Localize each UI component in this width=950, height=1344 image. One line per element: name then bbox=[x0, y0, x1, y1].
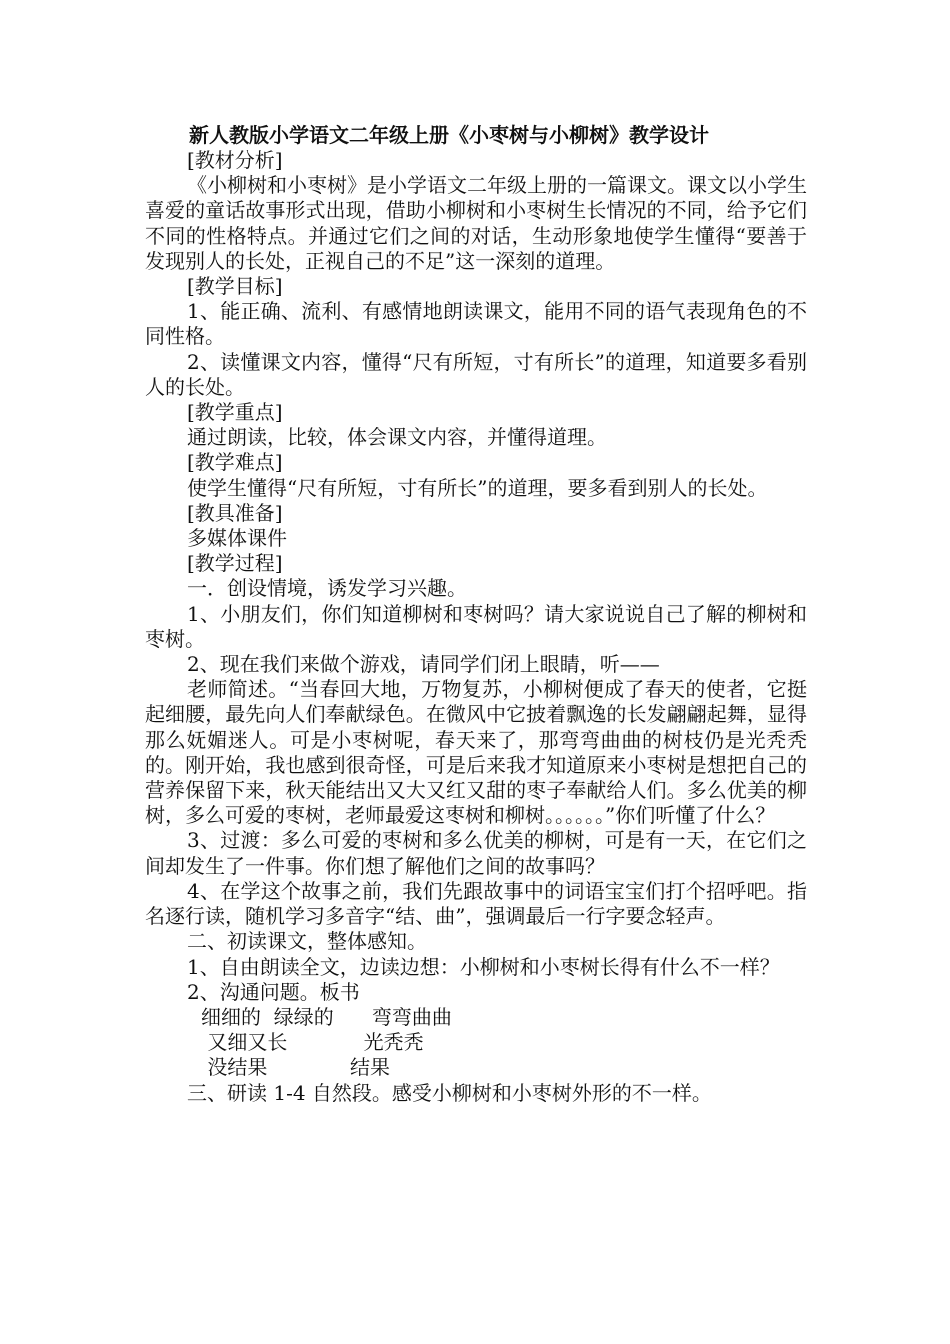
paragraph-step-1-item-1: 1、小朋友们，你们知道柳树和枣树吗？请大家说说自己了解的柳树和枣树。 bbox=[145, 601, 807, 651]
paragraph-difficulties: 使学生懂得“尺有所短，寸有所长”的道理，要多看到别人的长处。 bbox=[187, 475, 768, 500]
paragraph-step-2: 二、初读课文，整体感知。 bbox=[187, 929, 427, 954]
document-title: 新人教版小学语文二年级上册《小枣树与小柳树》教学设计 bbox=[189, 123, 709, 147]
paragraph-materials: 多媒体课件 bbox=[187, 526, 287, 551]
board-line-1: 细细的 绿绿的 弯弯曲曲 bbox=[201, 1004, 452, 1029]
board-line-2: 又细又长 光秃秃 bbox=[201, 1030, 424, 1055]
paragraph-textbook-analysis: 《小柳树和小枣树》是小学语文二年级上册的一篇课文。课文以小学生喜爱的童话故事形式出现，借助小柳树和小枣树生长情况的不同，给予它们不同的性格特点。并通过它们之间的对话，生动形象地使学生懂得“要善于发现别人的长处，正视自己的不足”这一深刻的道理。 bbox=[145, 173, 807, 273]
paragraph-goal-1: 1、能正确、流利、有感情地朗读课文，能用不同的语气表现角色的不同性格。 bbox=[145, 299, 807, 349]
paragraph-step-1-item-3: 3、过渡：多么可爱的枣树和多么优美的柳树，可是有一天，在它们之间却发生了一件事。你们想了解他们之间的故事吗？ bbox=[145, 828, 807, 878]
paragraph-step-3: 三、研读 1-4 自然段。感受小柳树和小枣树外形的不一样。 bbox=[187, 1080, 712, 1105]
document-body bbox=[145, 122, 807, 1106]
paragraph-key-points: 通过朗读，比较，体会课文内容，并懂得道理。 bbox=[187, 425, 607, 450]
paragraph-teacher-narration: 老师简述。“当春回大地，万物复苏，小柳树便成了春天的使者，它挺起细腰，最先向人们奉献绿色。在微风中它披着飘逸的长发翩翩起舞，显得那么妩媚迷人。可是小枣树呢，春天来了，那弯弯曲曲的树枝仍是光秃秃的。刚开始，我也感到很奇怪，可是后来我才知道原来小枣树是想把自己的营养保留下来，秋天能结出又大又红又甜的枣子奉献给人们。多么优美的柳树，多么可爱的枣树，老师最爱这枣树和柳树。。。。。。”你们听懂了什么？ bbox=[145, 677, 807, 828]
board-line-3: 没结果 结果 bbox=[201, 1055, 391, 1080]
heading-textbook-analysis: [教材分析] bbox=[187, 148, 283, 172]
heading-teaching-goals: [教学目标] bbox=[187, 274, 283, 299]
paragraph-step-2-item-1: 1、自由朗读全文，边读边想：小柳树和小枣树长得有什么不一样？ bbox=[187, 954, 780, 979]
paragraph-step-2-item-2: 2、沟通问题。板书 bbox=[187, 979, 360, 1004]
paragraph-goal-2: 2、读懂课文内容，懂得“尺有所短，寸有所长”的道理，知道要多看别人的长处。 bbox=[145, 349, 807, 399]
paragraph-step-1-item-2: 2、现在我们来做个游戏，请同学们闭上眼睛，听—— bbox=[187, 652, 660, 677]
paragraph-step-1-item-4: 4、在学这个故事之前，我们先跟故事中的词语宝宝们打个招呼吧。指名逐行读，随机学习多音字“结、曲”，强调最后一行字要念轻声。 bbox=[145, 878, 807, 929]
heading-difficulties: [教学难点] bbox=[187, 450, 283, 475]
heading-materials: [教具准备] bbox=[187, 500, 283, 525]
paragraph-step-1: 一．创设情境，诱发学习兴趣。 bbox=[187, 576, 467, 601]
heading-teaching-process: [教学过程] bbox=[187, 551, 283, 576]
heading-key-points: [教学重点] bbox=[187, 400, 283, 425]
